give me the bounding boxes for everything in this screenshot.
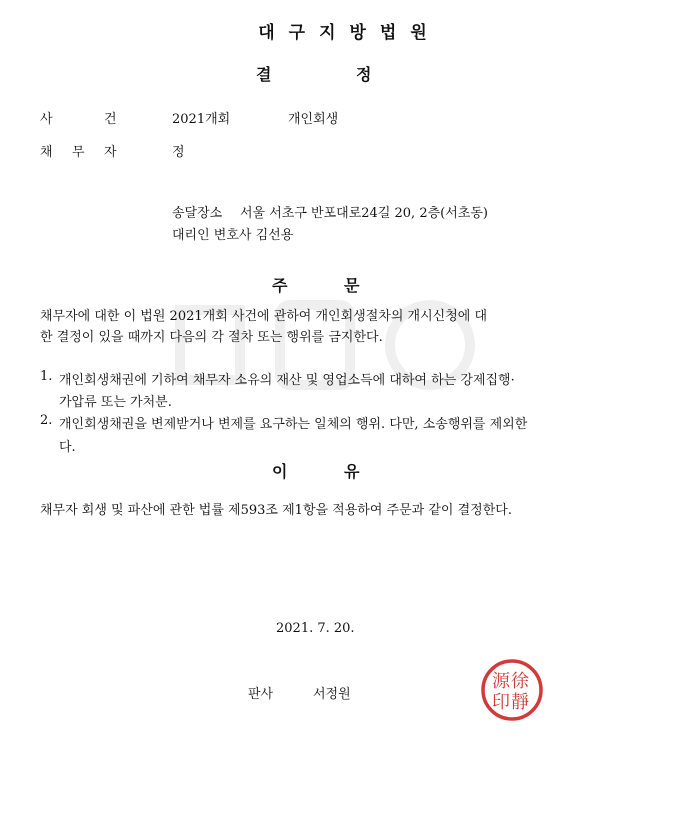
decision-date: 2021. 7. 20. xyxy=(276,621,355,636)
debtor-label-char-3: 자 xyxy=(104,145,117,160)
order-heading-char-1: 주 xyxy=(272,276,288,295)
debtor-label-char-1: 채 xyxy=(40,145,53,160)
svg-text:徐: 徐 xyxy=(511,671,529,692)
item-2-number: 2. xyxy=(40,413,53,428)
case-number: 2021개회 xyxy=(172,112,231,127)
judge-title: 판사 xyxy=(248,687,274,702)
svg-text:靜: 靜 xyxy=(511,692,529,713)
delivery-agent: 대리인 변호사 김선용 xyxy=(172,228,294,243)
judge-seal-stamp xyxy=(480,658,544,722)
svg-text:源: 源 xyxy=(492,671,510,692)
judge-name: 서정원 xyxy=(313,687,351,702)
item-1-line-2: 가압류 또는 가처분. xyxy=(59,395,172,410)
reason-text: 채무자 회생 및 파산에 관한 법률 제593조 제1항을 적용하여 주문과 같이 결정한다. xyxy=(40,503,512,518)
case-label-char-1: 사 xyxy=(40,112,53,127)
item-2-line-2: 다. xyxy=(59,440,76,455)
case-label-char-2: 건 xyxy=(104,112,117,127)
doc-title-char-1: 결 xyxy=(256,65,272,84)
doc-title-char-2: 정 xyxy=(356,65,372,84)
item-2-line-1: 개인회생채권을 변제받거나 변제를 요구하는 일체의 행위. 다만, 소송행위를 제외한 xyxy=(59,417,528,432)
reason-heading-char-1: 이 xyxy=(272,462,288,481)
debtor-name: 정 xyxy=(172,145,185,160)
case-type: 개인회생 xyxy=(288,112,339,127)
debtor-label-char-2: 무 xyxy=(72,145,85,160)
item-1-line-1: 개인회생채권에 기하여 채무자 소유의 재산 및 영업소득에 대하여 하는 강제집행· xyxy=(59,373,515,388)
order-intro-line-2: 한 결정이 있을 때까지 다음의 각 절차 또는 행위를 금지한다. xyxy=(40,330,383,345)
item-1-number: 1. xyxy=(40,369,53,384)
order-heading-char-2: 문 xyxy=(344,276,360,295)
reason-heading-char-2: 유 xyxy=(344,462,360,481)
svg-text:印: 印 xyxy=(492,692,510,713)
court-name: 대구지방법원 xyxy=(258,23,441,43)
delivery-address: 서울 서초구 반포대로24길 20, 2층(서초동) xyxy=(240,206,488,221)
order-intro-line-1: 채무자에 대한 이 법원 2021개회 사건에 관하여 개인회생절차의 개시신청에 대 xyxy=(40,309,488,324)
delivery-label: 송달장소 xyxy=(172,206,223,221)
